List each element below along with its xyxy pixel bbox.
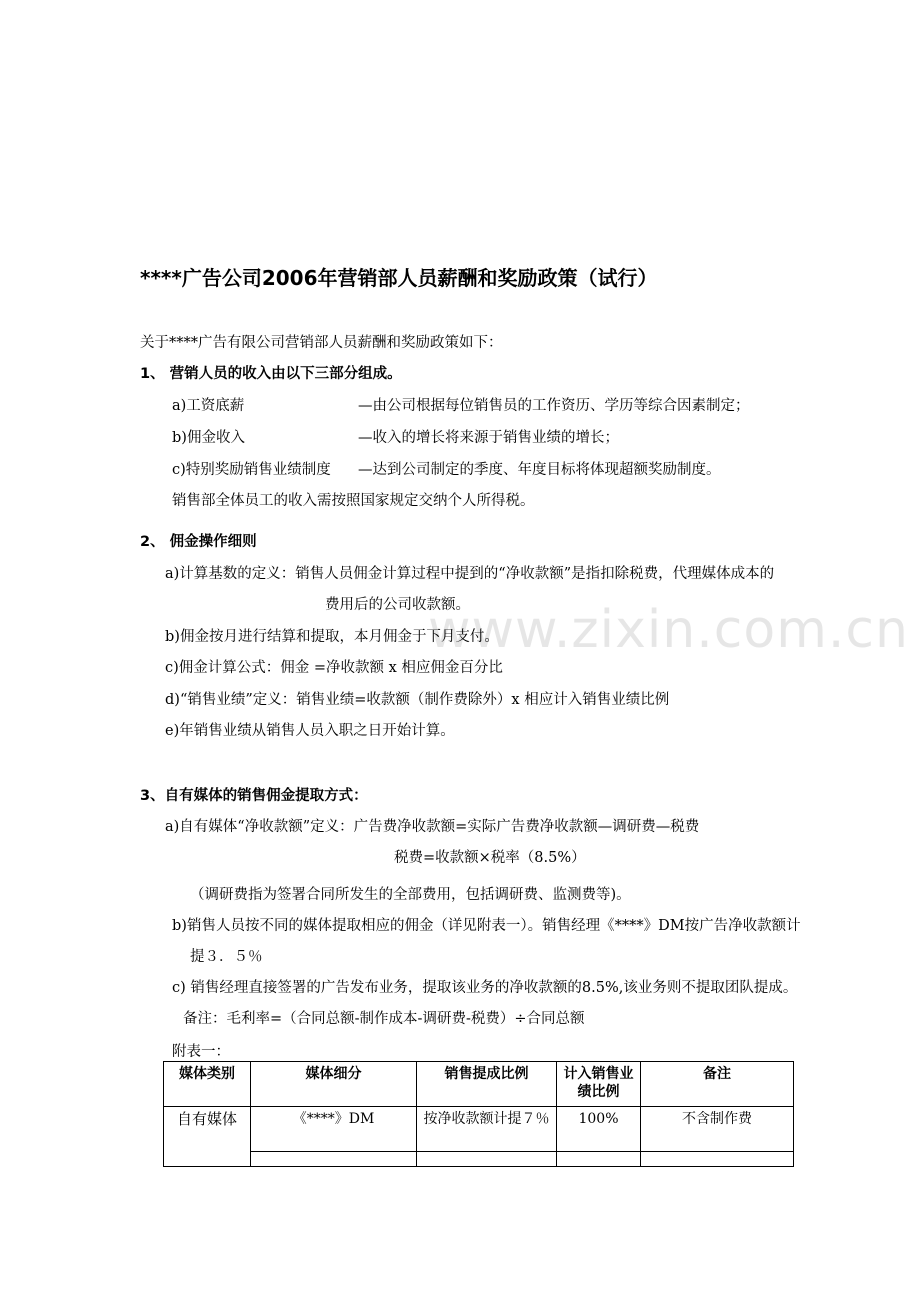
table-row — [164, 1152, 794, 1167]
document-title: ****广告公司2006年营销部人员薪酬和奖励政策（试行） — [140, 266, 658, 290]
header-performance-ratio: 计入销售业绩比例 — [557, 1062, 641, 1107]
section3-item-a-line2: 税费=收款额×税率（8.5%） — [394, 850, 586, 866]
header-commission-ratio: 销售提成比例 — [417, 1062, 557, 1107]
cell-media-subdivision: 《****》DM — [251, 1107, 417, 1152]
section1-tax-note: 销售部全体员工的收入需按照国家规定交纳个人所得税。 — [172, 493, 535, 509]
header-media-category: 媒体类别 — [164, 1062, 251, 1107]
header-media-subdivision: 媒体细分 — [251, 1062, 417, 1107]
section3-item-a-line1: a)自有媒体“净收款额”定义：广告费净收款额=实际广告费净收款额—调研费—税费 — [165, 819, 700, 835]
section3-item-b-line1: b)销售人员按不同的媒体提取相应的佣金（详见附表一）。销售经理《****》DM按广告净收款额计 — [172, 918, 801, 934]
section2-item-d: d)“销售业绩”定义：销售业绩=收款额（制作费除外）x 相应计入销售业绩比例 — [165, 692, 670, 708]
section1-item-b-label: b)佣金收入 — [172, 430, 245, 446]
cell-remarks — [641, 1152, 794, 1167]
section1-heading: 1、 营销人员的收入由以下三部分组成。 — [140, 366, 402, 382]
section2-item-c: c)佣金计算公式：佣金 =净收款额 x 相应佣金百分比 — [165, 660, 503, 676]
table-row — [164, 1107, 794, 1152]
section3-item-b-line2: 提３．５％ — [190, 949, 263, 965]
cell-commission-ratio: 按净收款额计提７％ — [417, 1107, 557, 1152]
watermark: www.zixin.com.cn — [428, 600, 909, 660]
cell-media-category: 自有媒体 — [164, 1107, 251, 1167]
section3-item-a-note: （调研费指为签署合同所发生的全部费用，包括调研费、监测费等)。 — [190, 887, 631, 903]
cell-performance-ratio — [557, 1152, 641, 1167]
cell-remarks: 不含制作费 — [641, 1107, 794, 1152]
section2-item-b: b)佣金按月进行结算和提取，本月佣金于下月支付。 — [165, 629, 499, 645]
intro-text: 关于****广告有限公司营销部人员薪酬和奖励政策如下： — [140, 335, 503, 351]
header-remarks: 备注 — [641, 1062, 794, 1107]
section1-item-c-desc: —达到公司制定的季度、年度目标将体现超额奖励制度。 — [358, 462, 721, 478]
section2-item-a-line1: a)计算基数的定义：销售人员佣金计算过程中提到的“净收款额”是指扣除税费，代理媒体成本的 — [165, 566, 775, 582]
section1-item-a-desc: —由公司根据每位销售员的工作资历、学历等综合因素制定； — [358, 398, 750, 414]
table-caption: 附表一： — [172, 1044, 230, 1060]
table-header-row — [164, 1062, 794, 1107]
commission-table — [163, 1061, 794, 1167]
cell-commission-ratio — [417, 1152, 557, 1167]
section1-item-b-desc: —收入的增长将来源于销售业绩的增长； — [358, 430, 619, 446]
section1-item-a-label: a)工资底薪 — [172, 398, 245, 414]
section1-item-c-label: c)特别奖励销售业绩制度 — [172, 462, 331, 478]
section3-item-c: c) 销售经理直接签署的广告发布业务，提取该业务的净收款额的8.5%,该业务则不提取团队提成。 — [172, 980, 798, 996]
section2-heading: 2、 佣金操作细则 — [140, 534, 257, 550]
cell-performance-ratio: 100% — [557, 1107, 641, 1152]
section3-heading: 3、自有媒体的销售佣金提取方式： — [140, 788, 368, 804]
section2-item-a-line2: 费用后的公司收款额。 — [325, 597, 470, 613]
cell-media-subdivision — [251, 1152, 417, 1167]
section3-remark: 备注：毛利率=（合同总额-制作成本-调研费-税费）÷合同总额 — [183, 1011, 585, 1027]
section2-item-e: e)年销售业绩从销售人员入职之日开始计算。 — [165, 723, 455, 739]
